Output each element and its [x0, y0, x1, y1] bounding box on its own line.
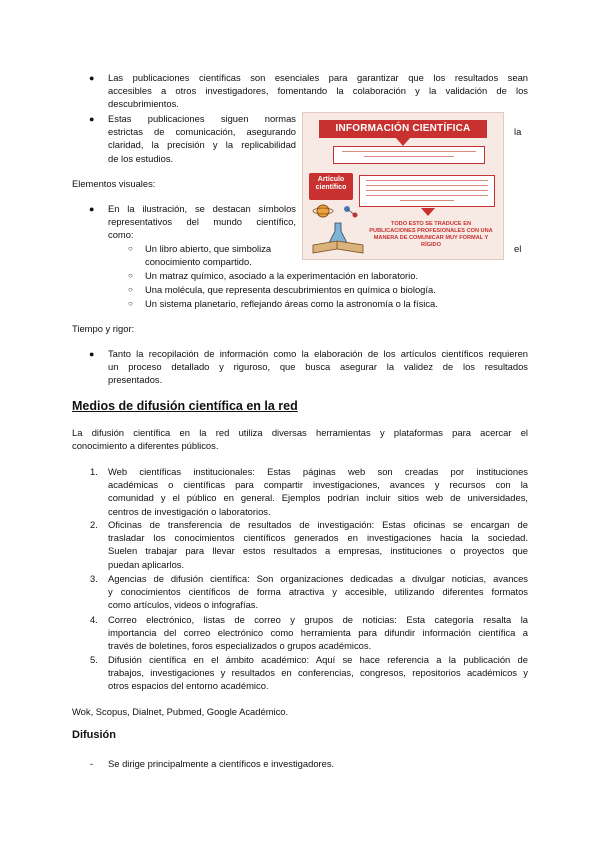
text-line: través de boletines, foros especializados o grupos académicos. — [108, 640, 372, 652]
infographic-box — [333, 146, 485, 164]
dash-marker: - — [90, 758, 94, 769]
media-item-5 — [108, 653, 528, 693]
visual-elements-heading: Elementos visuales: — [72, 178, 156, 189]
bullet-marker: ● — [89, 349, 95, 359]
text-line: Oficinas de transferencia de resultados de investigación: Estas oficinas se encargan de — [108, 519, 528, 530]
text-line: un proceso detallado y riguroso, que busca asegurar la validez de los resultados — [108, 361, 528, 373]
visual-subitem-flask: Un matraz químico, asociado a la experimentación en laboratorio. — [145, 270, 419, 281]
visual-subitem-planetary: Un sistema planetario, reflejando áreas como la astronomía o la física. — [145, 298, 438, 309]
sub-bullet-marker: ○ — [128, 271, 133, 280]
difusion-item: Se dirige principalmente a científicos e investigadores. — [108, 758, 335, 769]
text-line: trabajos, investigaciones y resultados en conferencias, congresos, repositorios académicos y — [108, 667, 528, 679]
visual-subitem-book: Un libro abierto, que simboliza — [145, 243, 272, 254]
text-line: de los estudios. — [108, 152, 174, 164]
text-line: Correo electrónico, listas de correo y grupos de noticias: Esta categoría resalta la — [108, 614, 528, 625]
visual-bullet — [108, 202, 296, 242]
text-line: estrictas de comunicación, asegurando — [108, 126, 296, 138]
media-item-4 — [108, 613, 528, 653]
text-line: trasladar los conocimientos científicos generados en investigaciones hacia la sociedad. — [108, 532, 528, 544]
infographic-banner: INFORMACIÓN CIENTÍFICA — [319, 120, 487, 138]
text-line: En la ilustración, se destacan símbolos — [108, 203, 296, 214]
bullet-marker: ● — [89, 204, 95, 214]
science-illustration-icon — [307, 201, 369, 257]
sub-bullet-marker: ○ — [128, 285, 133, 294]
text-line: como artículos, videos o infografías. — [108, 599, 259, 611]
text-line: representativos del mundo científico, — [108, 216, 296, 228]
text-line: descubrimientos. — [108, 98, 179, 110]
section-intro — [72, 426, 528, 452]
visual-subitem-molecule: Una molécula, que representa descubrimientos en química o biología. — [145, 284, 436, 295]
text-line: otros espacios del entorno académico. — [108, 680, 269, 692]
bullet-marker: ● — [89, 114, 95, 124]
sources-line: Wok, Scopus, Dialnet, Pubmed, Google Académico. — [72, 706, 289, 717]
media-item-2 — [108, 518, 528, 571]
text-line: académicas o científicas para compartir investigaciones, avances y recursos con la — [108, 479, 528, 491]
text-line: Difusión científica en el ámbito académico: Aquí se hace referencia a la publicación de — [108, 654, 528, 665]
list-number: 4. — [90, 614, 98, 625]
media-item-1 — [108, 465, 528, 518]
media-item-3 — [108, 572, 528, 612]
text-line: La difusión científica en la red utiliza diversas herramientas y plataformas para acercar el — [72, 427, 528, 438]
text-line: accesibles a otros investigadores, fomentando la colaboración y la validación de los — [108, 85, 528, 97]
bullet-marker: ● — [89, 73, 95, 83]
intro-bullet-1 — [108, 71, 528, 111]
text-line: presentados. — [108, 374, 163, 386]
rigor-heading: Tiempo y rigor: — [72, 323, 135, 334]
visual-subitem-book-continuation: conocimiento compartido. — [145, 256, 252, 267]
text-line: claridad, la precisión y la replicabilidad — [108, 139, 296, 151]
text-line: como: — [108, 229, 134, 241]
rigor-bullet — [108, 347, 528, 387]
wrapped-word: la — [514, 126, 522, 137]
arrow-down-icon — [421, 208, 435, 216]
text-line: y conocimientos científicos de forma atractiva y accesible, utilizando diferentes formatos — [108, 586, 528, 598]
infographic-image — [302, 112, 504, 260]
intro-bullet-2 — [108, 112, 296, 165]
text-line: puedan aplicarlos. — [108, 558, 185, 570]
text-line: importancia del correo electrónico como herramienta para difundir información científica a — [108, 627, 528, 639]
infographic-tag: Artículo científico — [309, 173, 353, 200]
infographic-box — [359, 175, 495, 207]
wrapped-word: el — [514, 243, 522, 254]
text-line: Agencias de difusión científica: Son organizaciones dedicadas a divulgar noticias, avances — [108, 573, 528, 584]
text-line: centros de investigación o laboratorios. — [108, 505, 271, 517]
text-line: Tanto la recopilación de información como la elaboración de los artículos científicos requieren — [108, 348, 528, 359]
text-line: Estas publicaciones siguen normas — [108, 113, 296, 124]
text-line: comunidad y el público en general. Ejemplos podrían incluir sitios web de universidades, — [108, 492, 528, 504]
list-number: 1. — [90, 466, 98, 477]
list-number: 3. — [90, 573, 98, 584]
sub-bullet-marker: ○ — [128, 299, 133, 308]
section-title: Medios de difusión científica en la red — [72, 399, 298, 413]
list-number: 2. — [90, 519, 98, 530]
text-line: Suelen trabajar para llevar estos resultados a empresas, instituciones o proyectos que — [108, 545, 528, 557]
text-line: conocimiento a diferentes públicos. — [72, 440, 219, 452]
text-line: Las publicaciones científicas son esenciales para garantizar que los resultados sean — [108, 72, 528, 83]
infographic-conclusion: TODO ESTO SE TRADUCE EN PUBLICACIONES PROFESIONALES CON UNA MANERA DE COMUNICAR MUY FORMAL Y RÍGIDO — [369, 221, 493, 248]
sub-bullet-marker: ○ — [128, 244, 133, 253]
list-number: 5. — [90, 654, 98, 665]
difusion-heading: Difusión — [72, 729, 116, 741]
arrow-down-icon — [396, 138, 410, 146]
text-line: Web científicas institucionales: Estas páginas web son creadas por instituciones — [108, 466, 528, 477]
